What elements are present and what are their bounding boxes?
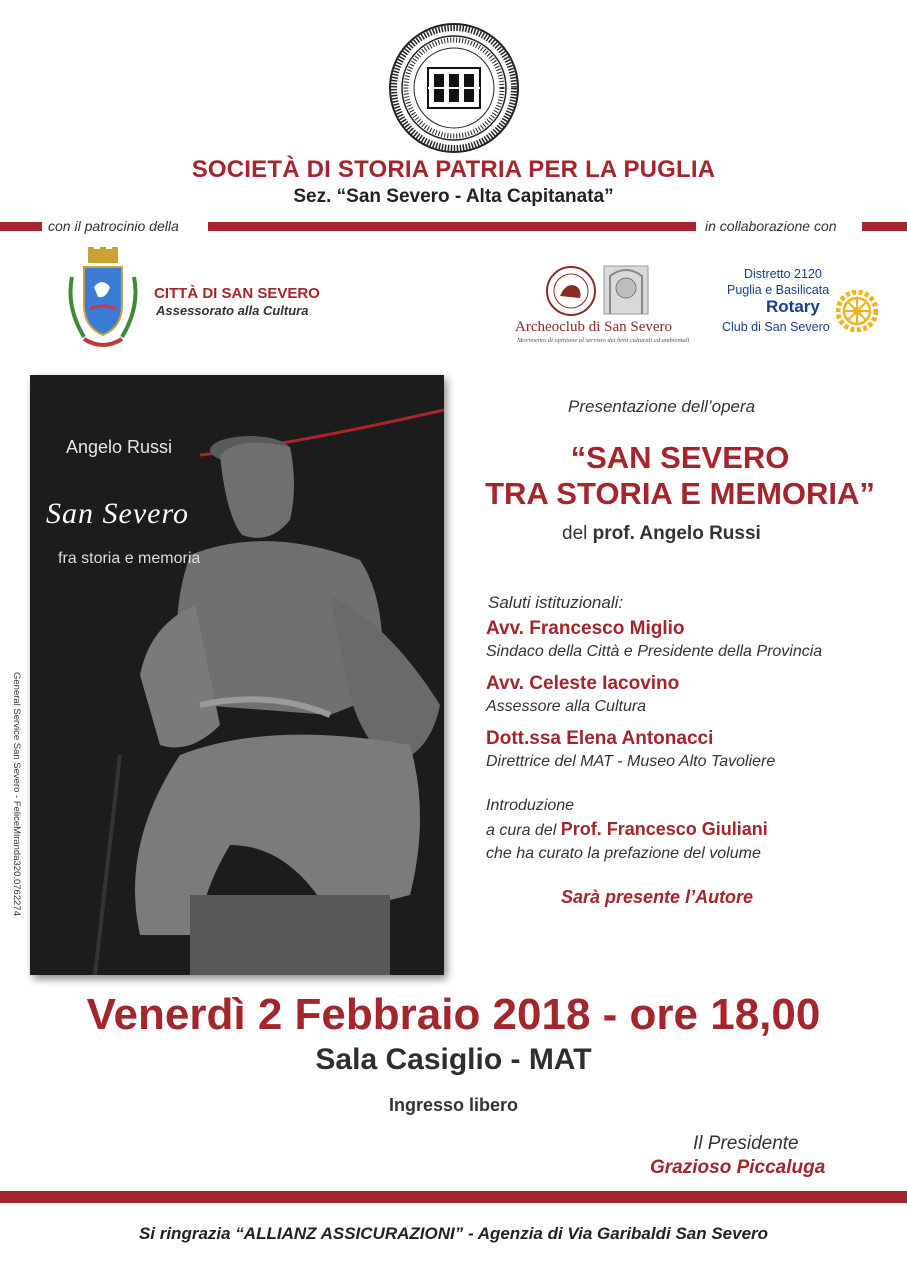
event-admission: Ingresso libero <box>388 1095 519 1115</box>
speaker-role: Assessore alla Cultura <box>486 698 647 715</box>
introduction-speaker: Prof. Francesco Giuliani <box>560 819 768 839</box>
statue-photo <box>30 375 444 975</box>
work-author-prefix: del <box>562 523 593 544</box>
work-title-line2: TRA STORIA E MEMORIA” <box>485 476 875 511</box>
rotary-name: Rotary <box>766 297 820 316</box>
city-crest-icon <box>64 247 142 355</box>
author-present-note: Sarà presente l’Autore <box>561 887 754 907</box>
rotary-district: Distretto 2120 <box>744 267 822 281</box>
sponsor-thanks: Si ringrazia “ALLIANZ ASSICURAZIONI” - Agenzia di Via Garibaldi San Severo <box>138 1224 769 1243</box>
speaker-name: Avv. Celeste Iacovino <box>486 673 680 694</box>
rotary-region: Puglia e Basilicata <box>727 283 830 297</box>
book-cover <box>30 375 444 975</box>
event-venue: Sala Casiglio - MAT <box>315 1043 592 1076</box>
greetings-label: Saluti istituzionali: <box>488 593 624 612</box>
archeoclub-name: Archeoclub di San Severo <box>515 319 673 335</box>
speaker-name: Avv. Francesco Miglio <box>486 618 685 639</box>
divider-right <box>862 222 907 231</box>
archeoclub-logo-icon <box>544 264 652 318</box>
introduction-label: Introduzione <box>486 797 575 814</box>
book-author: Angelo Russi <box>66 437 173 457</box>
rotary-wheel-icon <box>836 290 878 332</box>
patronage-label: con il patrocinio della <box>48 218 179 234</box>
speaker-name: Dott.ssa Elena Antonacci <box>486 728 714 749</box>
introduction-by <box>486 819 768 840</box>
divider-left <box>0 222 42 231</box>
divider-center <box>208 222 696 231</box>
work-author-name: prof. Angelo Russi <box>592 523 761 544</box>
president-role: Il Presidente <box>693 1133 799 1154</box>
society-seal-logo <box>388 22 520 154</box>
introduction-by-prefix: a cura del <box>486 822 561 839</box>
president-name: Grazioso Piccaluga <box>650 1157 826 1178</box>
rotary-club: Club di San Severo <box>722 320 830 334</box>
work-title-line1: “SAN SEVERO <box>570 440 790 475</box>
footer-divider <box>0 1191 907 1203</box>
book-title: San Severo <box>46 497 190 530</box>
presentation-intro: Presentazione dell’opera <box>568 397 756 416</box>
printer-credit: General Service San Severo - FeliceMiranda320.0762274 <box>11 672 22 916</box>
city-department: Assessorato alla Cultura <box>156 303 309 318</box>
organization-name: SOCIETÀ DI STORIA PATRIA PER LA PUGLIA <box>191 156 716 183</box>
collaboration-label: in collaborazione con <box>705 218 837 234</box>
introduction-note: che ha curato la prefazione del volume <box>486 845 761 862</box>
city-name: CITTÀ DI SAN SEVERO <box>154 285 320 302</box>
archeoclub-tagline: Movimento di opinione al servizio dei beni culturali ed ambientali <box>517 337 690 344</box>
speaker-role: Direttrice del MAT - Museo Alto Tavoliere <box>486 753 776 770</box>
event-date: Venerdì 2 Febbraio 2018 - ore 18,00 <box>86 990 821 1039</box>
organization-section: Sez. “San Severo - Alta Capitanata” <box>293 186 614 207</box>
speaker-role: Sindaco della Città e Presidente della Provincia <box>486 643 823 660</box>
book-subtitle: fra storia e memoria <box>58 550 201 567</box>
work-author-line <box>562 523 761 545</box>
